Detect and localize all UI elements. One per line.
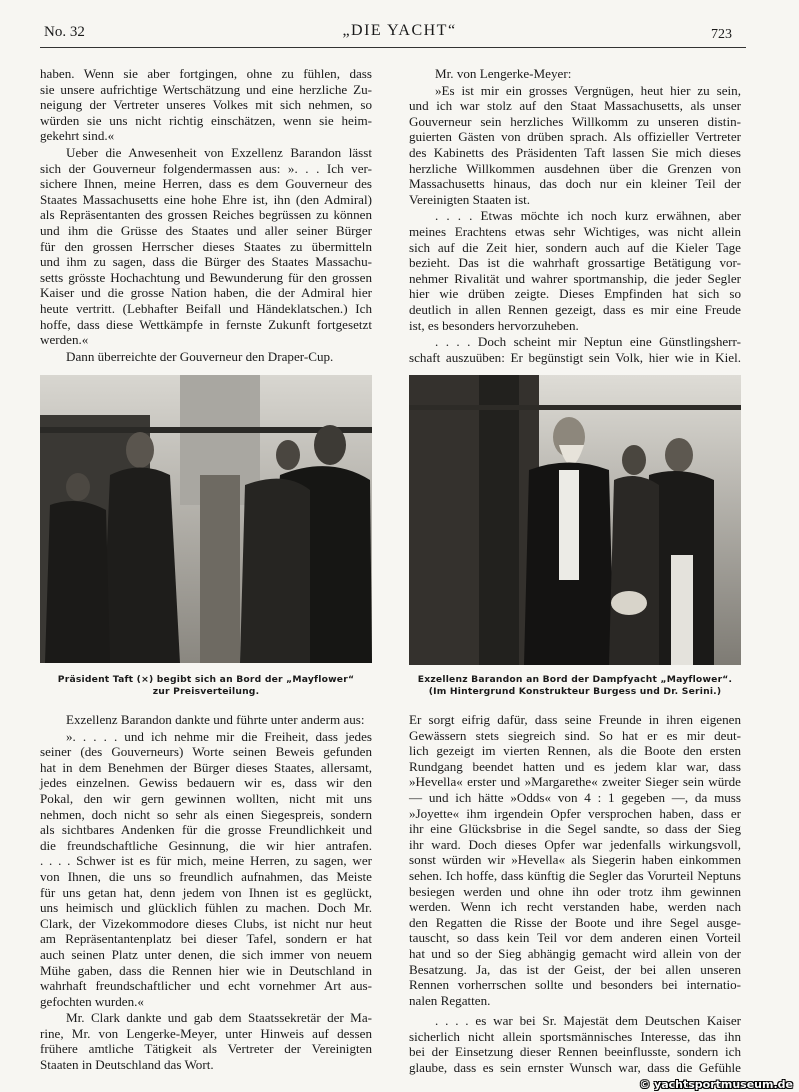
text-line: sich der Gouverneur folgendermassen aus: ». . . Ich ver- — [40, 160, 372, 176]
text-line: glaube, dass es sein ernster Wunsch war, dass die Gefühle — [409, 1060, 741, 1076]
text-line: . . . . Etwas möchte ich noch kurz erwähnen, aber — [435, 208, 741, 224]
text-line: . . . . Doch scheint mir Neptun eine Günstlingsherr- — [435, 334, 741, 350]
text-line: und ich war stolz auf den Staat Massachusetts, als unser — [409, 98, 741, 114]
text-line: schaft auszuüben: Er begünstigt sein Volk, hier wie in Kiel. — [409, 349, 741, 365]
paragraph — [409, 83, 741, 208]
journal-title: „DIE YACHT“ — [342, 22, 457, 39]
text-line: deutlich in allen Rennen gezeigt, dass es mir eine Freude — [409, 301, 741, 317]
text-line: wahrhaft freundschaftlicher und echt vornehmer Art aus- — [40, 978, 372, 994]
paragraph — [409, 1013, 741, 1075]
text-line: und ihm zu sagen, dass die Bürger des Staates Massachu- — [40, 254, 372, 270]
text-line: neigung der Vertreter unseres Volkes mit sich nehmen, so — [40, 97, 372, 113]
text-line: setts grösste Hochachtung und Bewunderung für den grossen — [40, 269, 372, 285]
left-column-bottom — [40, 712, 372, 1074]
text-line: heute vertritt. (Lebhafter Beifall und Händeklatschen.) Ich — [40, 300, 372, 316]
paragraph — [409, 208, 741, 333]
text-line: Ueber die Anwesenheit von Exzellenz Barandon lässt — [66, 144, 372, 160]
text-line: Clark, der Vizekommodore dieses Clubs, ist nicht nur heut — [40, 915, 372, 931]
text-line: Exzellenz Barandon dankte und führte unter anderm aus: — [66, 712, 365, 727]
text-line: besiegen werden und ohne ihn oder trotz ihm gewinnen — [409, 883, 741, 899]
text-line: als Repräsentanten des grossen Reiches begrüssen zu können — [40, 207, 372, 223]
paragraph — [409, 712, 741, 1008]
text-line: werden.« — [40, 332, 89, 348]
right-column-top — [409, 66, 741, 366]
text-line: herzliche Willkommen ausdehnen über die Grenzen von — [409, 160, 741, 176]
caption-left-photo — [40, 674, 372, 698]
text-line: Staaten in Deutschland das Wort. — [40, 1057, 214, 1073]
text-line: jedes einzelnen. Gewiss bedauern wir es, dass wir den — [40, 775, 372, 791]
text-line: hoffe, dass diese Wettkämpfe in fernste Zukunft fortgesetzt — [40, 316, 372, 332]
text-line: frühere amtliche Tätigkeit als Vertreter der Vereinigten — [40, 1041, 372, 1057]
text-line: die freundschaftliche Gesinnung, die wir hier antrafen. — [40, 837, 372, 853]
text-line: für den grossen Herrscher dieses Staates zu übermitteln — [40, 238, 372, 254]
text-line: Massachusetts hinaus, das doch nur ein kleiner Teil der — [409, 176, 741, 192]
paragraph — [40, 66, 372, 144]
text-line: sich auf die Zeit hier, sondern auch auf die Kieler Tage — [409, 239, 741, 255]
text-line: lich gezeigt im vierten Rennen, als die Boote den ersten — [409, 743, 741, 759]
text-line: und ihm die Grüsse des Staates und aller seiner Bürger — [40, 222, 372, 238]
text-line: hier wie drüben zeigte. Dieses Empfinden hat sich so — [409, 286, 741, 302]
text-line: ihr ward. Doch dieses Opfer war jedenfalls wirkungsvoll, — [409, 836, 741, 852]
page-number: 723 — [711, 27, 732, 42]
text-line: sehen. Ich hoffe, dass künftig die Segler das Vorurteil Neptuns — [409, 867, 741, 883]
left-column-top — [40, 66, 372, 365]
watermark: © yachtsportmuseum.de — [639, 1078, 793, 1091]
header-rule — [40, 47, 746, 48]
caption-line: (Im Hintergrund Konstrukteur Burgess und Dr. Serini.) — [428, 686, 722, 697]
text-line: von Ihnen, die uns so freundlich aufnahmen, das Meiste — [40, 868, 372, 884]
text-line: gefochten wurden.« — [40, 993, 144, 1009]
text-line: hat in dem Benehmen der Bürger dieses Staates, allersamt, — [40, 759, 372, 775]
text-line: Kaiser und die grosse Nation haben, die der Admiral hier — [40, 285, 372, 301]
text-line: »Hevella« erster und »Margarethe« zweiter Sieger sein würde — [409, 774, 741, 790]
text-line: Gouverneur sein herzliches Willkomm zu unseren distin- — [409, 113, 741, 129]
text-line: ist, es besonders hervorzuheben. — [409, 317, 579, 333]
text-line: auch seinen Platz unter denen, die sich immer von neuem — [40, 946, 372, 962]
text-line: uns heimisch und glücklich fühlen zu machen. Doch Mr. — [40, 900, 372, 916]
text-line: »Joyette« ihm irgendein Opfer versprochen haben, dass er — [409, 805, 741, 821]
text-line: den Regatten die Risse der Boote und ihre Segel ausge- — [409, 914, 741, 930]
paragraph — [40, 1010, 372, 1072]
text-line: Rennen vorherrschen sollte und besonders bei internatio- — [409, 977, 741, 993]
caption-right-photo — [409, 674, 741, 698]
text-line: würden sie uns nicht richtig einschätzen, wenn sie heim- — [40, 112, 372, 128]
text-line: »Es ist mir ein grosses Vergnügen, heut hier zu sein, — [435, 82, 741, 98]
text-line: rine, Mr. von Lengerke-Meyer, unter Hinweis auf dessen — [40, 1025, 372, 1041]
text-line: Rundgang beendet hatten und es jedem klar war, dass — [409, 758, 741, 774]
text-line: Vereinigten Staaten ist. — [409, 191, 531, 207]
photo-barandon-mayflower — [409, 375, 741, 665]
text-line: bezieht. Das ist die wahrhaft grossartige Betätigung vor- — [409, 255, 741, 271]
text-line: Gewässern stets siegreich sind. So hat er es mir deut- — [409, 727, 741, 743]
text-line: — und ich hätte »Odds« von 4 : 1 gegeben —, da muss — [409, 789, 741, 805]
text-line: meines Erachtens etwas sehr Wichtiges, was nicht allein — [409, 223, 741, 239]
text-line: tauscht, so dass kein Teil vor dem anderen einen Vorteil — [409, 930, 741, 946]
text-line: Mr. Clark dankte und gab dem Staatssekretär der Ma- — [66, 1010, 372, 1026]
text-line: nehmer Rivalität und wahrer sportmanship, die jeder Segler — [409, 270, 741, 286]
text-line: sonst würden wir »Hevella« als Siegerin haben einkommen — [409, 852, 741, 868]
text-line: gekehrt sind.« — [40, 128, 115, 144]
text-line: Pokal, den wir gern gewinnen wollten, nicht mit uns — [40, 790, 372, 806]
issue-number: No. 32 — [44, 24, 85, 40]
paragraph — [40, 145, 372, 348]
text-line: seiner (des Gouverneurs) Worte seinen Beweis gefunden — [40, 744, 372, 760]
text-line: des Kabinetts des Präsidenten Taft lassen Sie mich dieses — [409, 144, 741, 160]
text-line: haben. Wenn sie aber fortgingen, ohne zu fühlen, dass — [40, 66, 372, 81]
text-line: für uns getan hat, denn jedem von Ihnen ist es geglückt, — [40, 884, 372, 900]
text-line: bei der Einsetzung dieser Rennen beeinflusste, sondern ich — [409, 1044, 741, 1060]
right-column-bottom — [409, 712, 741, 1077]
paragraph — [409, 66, 741, 82]
paragraph — [409, 334, 741, 365]
caption-line: zur Preisverteilung. — [152, 686, 260, 697]
text-line: werden. Wenn ich recht verstanden habe, werden nach — [409, 899, 741, 915]
text-line: Mr. von Lengerke-Meyer: — [435, 66, 572, 81]
text-line: hat und so der Sieg abhängig gemacht wird allein von der — [409, 945, 741, 961]
text-line: ». . . . . und ich nehme mir die Freiheit, dass jedes — [66, 728, 372, 744]
text-line: sicherlich nicht allein sportsmännisches Interesse, das ihn — [409, 1028, 741, 1044]
caption-line: Präsident Taft (×) begibt sich an Bord der „Mayflower“ — [57, 674, 355, 685]
text-line: . . . . es war bei Sr. Majestät dem Deutschen Kaiser — [435, 1013, 741, 1029]
paragraph — [40, 712, 372, 728]
text-line: sichere Ihnen, meine Herren, dass es dem Gouverneur des — [40, 176, 372, 192]
text-line: als sichtbares Andenken für die grosse Freundlichkeit und — [40, 822, 372, 838]
text-line: Mühe gaben, dass die Rennen hier wie in Deutschland in — [40, 962, 372, 978]
caption-line: Exzellenz Barandon an Bord der Dampfyacht „Mayflower“. — [417, 674, 733, 685]
text-line: Er sorgt eifrig dafür, dass seine Freunde in ihren eigenen — [409, 712, 741, 727]
text-line: nalen Regatten. — [409, 992, 491, 1008]
text-line: . . . . Schwer ist es für mich, meine Herren, zu sagen, wer — [40, 853, 372, 869]
text-line: Dann überreichte der Gouverneur den Draper-Cup. — [66, 348, 334, 364]
text-line: nehmen, doch nicht so sehr als einen Siegespreis, sondern — [40, 806, 372, 822]
paragraph — [40, 349, 372, 365]
text-line: ihr eine Glücksbrise in die Segel sandte, so dass der Sieg — [409, 821, 741, 837]
text-line: am Repräsentantenplatz bei dieser Tafel, sondern er hat — [40, 931, 372, 947]
text-line: sie unsere aufrichtige Wertschätzung und eine herzliche Zu- — [40, 81, 372, 97]
paragraph — [40, 729, 372, 1010]
text-line: guierten Gästen von drüben sprach. Als offizieller Vertreter — [409, 129, 741, 145]
text-line: Staates Massachusetts eine hohe Ehre ist, ihn (den Admiral) — [40, 191, 372, 207]
text-line: Besatzung. Ja, das ist der Geist, der bei allen unseren — [409, 961, 741, 977]
photo-taft-boarding — [40, 375, 372, 663]
